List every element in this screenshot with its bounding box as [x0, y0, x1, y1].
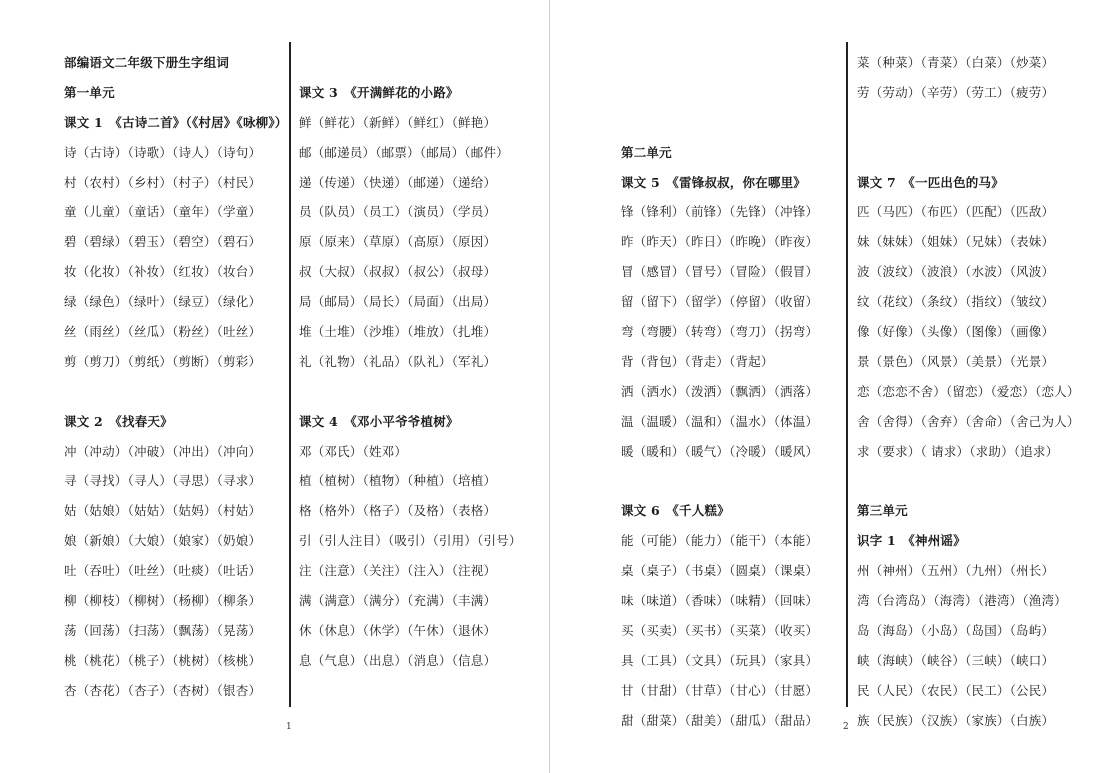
word-group-line: 峡（海峡）（峡谷）（三峡）（峡口） — [857, 652, 1055, 668]
word-group-line: 弯（弯腰）（转弯）（弯刀）（拐弯） — [621, 324, 819, 340]
word-group-line: 湾（台湾岛）（海湾）（港湾）（渔湾） — [857, 593, 1067, 609]
word-group-line: 暖（暖和）（暖气）（冷暖）（暖风） — [621, 443, 819, 459]
section-heading: 课文 6 《千人糕》 — [621, 503, 730, 519]
blank-line — [857, 138, 1080, 168]
page1-left-column — [64, 48, 288, 706]
word-group-line: 注（注意）（关注）（注入）（注视） — [299, 563, 497, 579]
word-group-line: 杏（杏花）（杏子）（杏树）（银杏） — [64, 682, 262, 698]
word-group-line: 息（气息）（出息）（消息）（信息） — [299, 652, 497, 668]
page2-left-column — [621, 48, 818, 735]
word-group-line: 桌（桌子）（书桌）（圆桌）（课桌） — [621, 563, 819, 579]
word-group-line: 娘（新娘）（大娘）（娘家）（奶娘） — [64, 533, 262, 549]
word-group-line: 碧（碧绿）（碧玉）（碧空）（碧石） — [64, 234, 262, 250]
word-group-line: 植（植树）（植物）（种植）（培植） — [299, 473, 497, 489]
word-group-line: 局（邮局）（局长）（局面）（出局） — [299, 294, 497, 310]
word-group-line: 村（农村）（乡村）（村子）（村民） — [64, 174, 262, 190]
page-number: 1 — [286, 722, 292, 732]
section-heading: 识字 1 《神州谣》 — [857, 533, 966, 549]
page1-right-column — [299, 48, 522, 676]
word-group-line: 波（波纹）（波浪）（水波）（风波） — [857, 264, 1055, 280]
blank-line — [299, 377, 522, 407]
blank-line — [621, 466, 818, 496]
word-group-line: 吐（吞吐）（吐丝）（吐痰）（吐话） — [64, 563, 262, 579]
word-group-line: 锋（锋利）（前锋）（先锋）（冲锋） — [621, 204, 819, 220]
section-heading: 课文 4 《邓小平爷爷植树》 — [299, 413, 459, 429]
word-group-line: 格（格外）（格子）（及格）（表格） — [299, 503, 497, 519]
page2-right-column — [857, 48, 1080, 735]
word-group-line: 童（儿童）（童话）（童年）（学童） — [64, 204, 262, 220]
section-heading: 第一单元 — [64, 84, 115, 100]
word-group-line: 妆（化妆）（补妆）（红妆）（妆台） — [64, 264, 262, 280]
word-group-line: 甜（甜菜）（甜美）（甜瓜）（甜品） — [621, 712, 819, 728]
word-group-line: 叔（大叔）（叔叔）（叔公）（叔母） — [299, 264, 497, 280]
word-group-line: 昨（昨天）（昨日）（昨晚）（昨夜） — [621, 234, 819, 250]
column-divider — [846, 42, 848, 707]
section-heading: 课文 3 《开满鲜花的小路》 — [299, 84, 459, 100]
word-group-line: 桃（桃花）（桃子）（桃树）（核桃） — [64, 652, 262, 668]
word-group-line: 满（满意）（满分）（充满）（丰满） — [299, 593, 497, 609]
word-group-line: 舍（舍得）（舍弃）（舍命）（舍己为人） — [857, 413, 1080, 429]
document-page-1 — [0, 0, 549, 773]
word-group-line: 像（好像）（头像）（图像）（画像） — [857, 324, 1055, 340]
word-group-line: 纹（花纹）（条纹）（指纹）（皱纹） — [857, 294, 1055, 310]
word-group-line: 剪（剪刀）（剪纸）（剪断）（剪彩） — [64, 353, 262, 369]
word-group-line: 绿（绿色）（绿叶）（绿豆）（绿化） — [64, 294, 262, 310]
word-group-line: 匹（马匹）（布匹）（匹配）（匹敌） — [857, 204, 1055, 220]
blank-line — [299, 48, 522, 78]
word-group-line: 买（买卖）（买书）（买菜）（收买） — [621, 622, 819, 638]
word-group-line: 鲜（鲜花）（新鲜）（鲜红）（鲜艳） — [299, 114, 497, 130]
word-group-line: 妹（妹妹）（姐妹）（兄妹）（表妹） — [857, 234, 1055, 250]
word-group-line: 具（工具）（文具）（玩具）（家具） — [621, 652, 819, 668]
word-group-line: 荡（回荡）（扫荡）（飘荡）（晃荡） — [64, 622, 262, 638]
word-group-line: 留（留下）（留学）（停留）（收留） — [621, 294, 819, 310]
blank-line — [857, 108, 1080, 138]
word-group-line: 礼（礼物）（礼品）（队礼）（军礼） — [299, 353, 497, 369]
word-group-line: 能（可能）（能力）（能干）（本能） — [621, 533, 819, 549]
section-heading: 课文 7 《一匹出色的马》 — [857, 174, 1004, 190]
word-group-line: 姑（姑娘）（姑姑）（姑妈）（村姑） — [64, 503, 262, 519]
word-group-line: 邓（邓氏）（姓邓） — [299, 443, 408, 459]
blank-line — [857, 466, 1080, 496]
section-heading: 第二单元 — [621, 144, 672, 160]
word-group-line: 堆（土堆）（沙堆）（堆放）（扎堆） — [299, 324, 497, 340]
word-group-line: 员（队员）（员工）（演员）（学员） — [299, 204, 497, 220]
blank-line — [621, 78, 818, 108]
word-group-line: 冲（冲动）（冲破）（冲出）（冲向） — [64, 443, 262, 459]
word-group-line: 岛（海岛）（小岛）（岛国）（岛屿） — [857, 622, 1055, 638]
column-divider — [289, 42, 291, 707]
word-group-line: 柳（柳枝）（柳树）（杨柳）（柳条） — [64, 593, 262, 609]
word-group-line: 菜（种菜）（青菜）（白菜）（炒菜） — [857, 55, 1055, 70]
section-heading: 课文 1 《古诗二首》（《村居》《咏柳》） — [64, 114, 288, 130]
word-group-line: 冒（感冒）（冒号）（冒险）（假冒） — [621, 264, 819, 280]
word-group-line: 邮（邮递员）（邮票）（邮局）（邮件） — [299, 144, 509, 160]
word-group-line: 景（景色）（风景）（美景）（光景） — [857, 353, 1055, 369]
blank-line — [64, 377, 288, 407]
word-group-line: 背（背包）（背走）（背起） — [621, 353, 774, 369]
word-group-line: 递（传递）（快递）（邮递）（递给） — [299, 174, 497, 190]
word-group-line: 甘（甘甜）（甘草）（甘心）（甘愿） — [621, 682, 819, 698]
word-group-line: 休（休息）（休学）（午休）（退休） — [299, 622, 497, 638]
word-group-line: 引（引人注目）（吸引）（引用）（引号） — [299, 533, 522, 549]
word-group-line: 寻（寻找）（寻人）（寻思）（寻求） — [64, 473, 262, 489]
word-group-line: 求（要求）（ 请求）（求助）（追求） — [857, 443, 1059, 459]
word-group-line: 州（神州）（五州）（九州）（州长） — [857, 563, 1055, 579]
section-heading: 第三单元 — [857, 503, 908, 519]
section-heading: 课文 5 《雷锋叔叔，你在哪里》 — [621, 174, 806, 190]
section-heading: 部编语文二年级下册生字组词 — [64, 55, 230, 70]
word-group-line: 丝（雨丝）（丝瓜）（粉丝）（吐丝） — [64, 324, 262, 340]
word-group-line: 洒（洒水）（泼洒）（飘洒）（洒落） — [621, 383, 819, 399]
document-page-2 — [550, 0, 1099, 773]
page-number: 2 — [843, 722, 849, 732]
word-group-line: 诗（古诗）（诗歌）（诗人）（诗句） — [64, 144, 262, 160]
word-group-line: 温（温暖）（温和）（温水）（体温） — [621, 413, 819, 429]
word-group-line: 原（原来）（草原）（高原）（原因） — [299, 234, 497, 250]
blank-line — [621, 48, 818, 78]
word-group-line: 族（民族）（汉族）（家族）（白族） — [857, 712, 1055, 728]
section-heading: 课文 2 《找春天》 — [64, 413, 173, 429]
blank-line — [621, 108, 818, 138]
word-group-line: 民（人民）（农民）（民工）（公民） — [857, 682, 1055, 698]
word-group-line: 恋（恋恋不舍）（留恋）（爱恋）（恋人） — [857, 383, 1080, 399]
word-group-line: 劳（劳动）（辛劳）（劳工）（疲劳） — [857, 84, 1055, 100]
word-group-line: 味（味道）（香味）（味精）（回味） — [621, 593, 819, 609]
